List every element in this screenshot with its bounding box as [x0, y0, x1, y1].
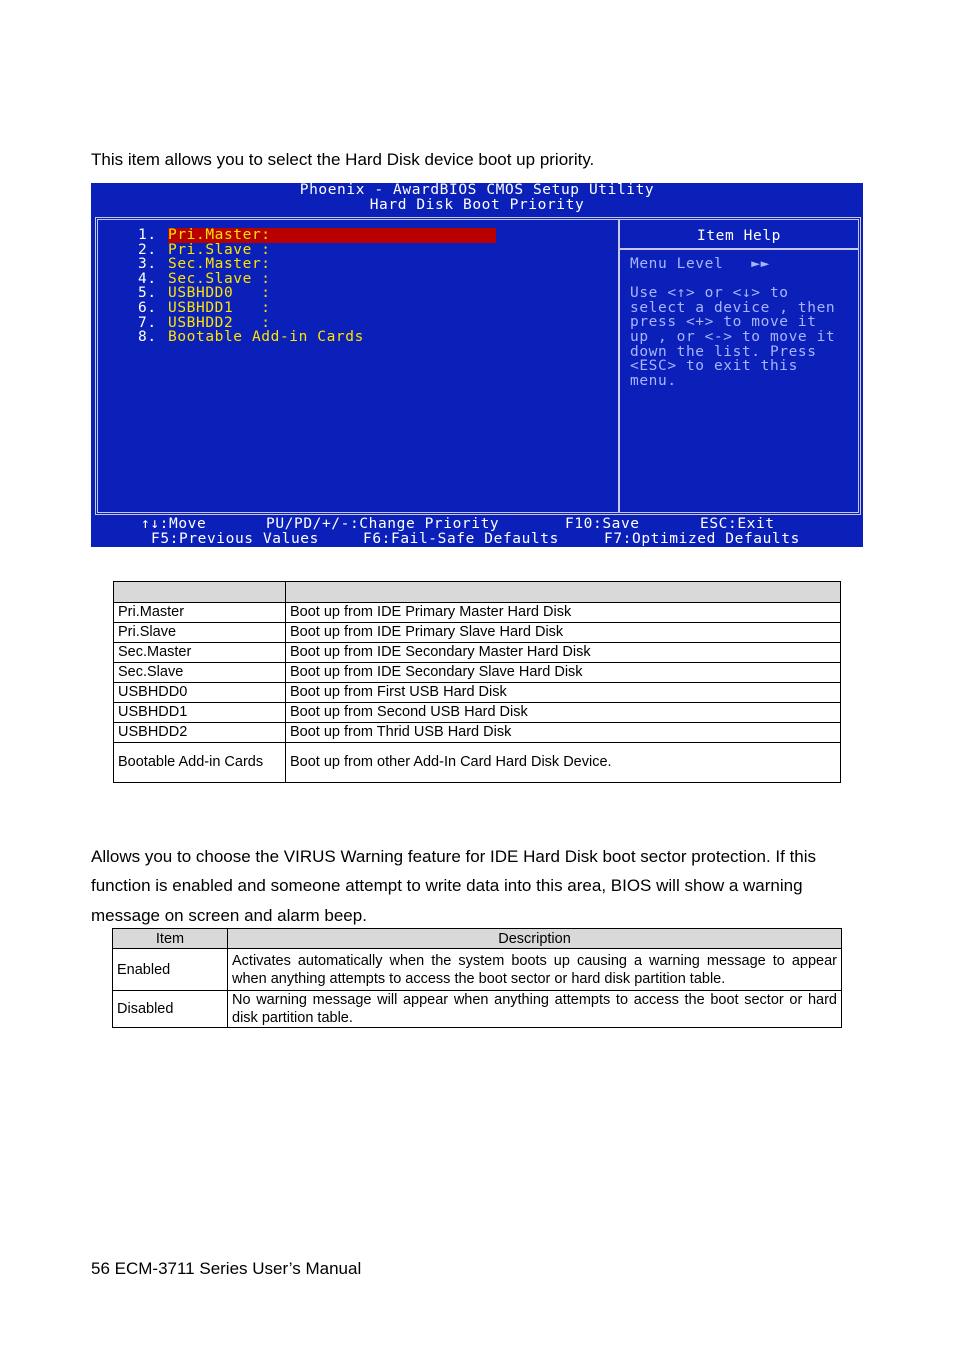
table-header	[114, 582, 841, 603]
bios-panel	[95, 217, 861, 515]
item-help-title: Item Help	[697, 228, 781, 244]
boot-priority-list	[138, 228, 496, 345]
boot-item-3[interactable]: 3. Sec.Master:	[138, 256, 271, 273]
key-exit: ESC:Exit	[700, 516, 775, 532]
boot-item-1[interactable]: 1. Pri.Master:	[138, 228, 496, 243]
table-row: Sec.Master Boot up from IDE Secondary Master Hard Disk	[114, 643, 841, 663]
boot-item-6[interactable]: 6. USBHDD1 :	[138, 299, 271, 316]
boot-item-7[interactable]: 7. USBHDD2 :	[138, 314, 271, 331]
boot-item-4[interactable]: 4. Sec.Slave :	[138, 270, 271, 287]
key-move: ↑↓:Move	[141, 516, 207, 532]
item-help-text: Menu Level ►► Use <↑> or <↓> to select a device , then press <+> to move it up , or <-> to move it down the list. Press <ESC> to exit this menu.	[630, 256, 836, 389]
table-row: Sec.Slave Boot up from IDE Secondary Slave Hard Disk	[114, 663, 841, 683]
col-description: Description	[228, 929, 842, 949]
virus-warning-table	[112, 928, 842, 1028]
col-item: Item	[113, 929, 228, 949]
bios-subtitle: Hard Disk Boot Priority	[369, 197, 585, 213]
boot-item-2[interactable]: 2. Pri.Slave :	[138, 241, 271, 258]
table-header	[113, 929, 842, 949]
bios-screenshot	[91, 183, 863, 547]
key-save: F10:Save	[565, 516, 640, 532]
virus-warning-description: Allows you to choose the VIRUS Warning feature for IDE Hard Disk boot sector protection. If this function is enabled and someone attempt to write data into this area, BIOS will show a warning message on screen and alarm beep.	[91, 847, 817, 925]
key-fail-safe: F6:Fail-Safe Defaults	[363, 531, 559, 547]
table-row: Pri.Master Boot up from IDE Primary Master Hard Disk	[114, 603, 841, 623]
key-previous-values: F5:Previous Values	[151, 531, 319, 547]
table-row: USBHDD2 Boot up from Thrid USB Hard Disk	[114, 723, 841, 743]
table-row: Disabled No warning message will appear when anything attempts to access the boot sector or hard disk partition table.	[113, 991, 842, 1028]
page-footer: 56 ECM-3711 Series User’s Manual	[91, 1259, 362, 1278]
boot-item-8[interactable]: 8. Bootable Add-in Cards	[138, 329, 364, 346]
boot-priority-table	[113, 581, 841, 783]
intro-text: This item allows you to select the Hard Disk device boot up priority.	[91, 150, 595, 169]
help-title-separator	[620, 248, 858, 250]
table-row: USBHDD1 Boot up from Second USB Hard Disk	[114, 703, 841, 723]
key-change-priority: PU/PD/+/-:Change Priority	[266, 516, 500, 532]
panel-divider	[618, 220, 620, 512]
bios-title: Phoenix - AwardBIOS CMOS Setup Utility	[299, 183, 655, 198]
boot-item-5[interactable]: 5. USBHDD0 :	[138, 285, 271, 302]
table-row: Bootable Add-in Cards Boot up from other Add-In Card Hard Disk Device.	[114, 743, 841, 783]
table-row: Enabled Activates automatically when the system boots up causing a warning message to appear when anything attempts to access the boot sector or hard disk partition table.	[113, 949, 842, 991]
table-row: Pri.Slave Boot up from IDE Primary Slave Hard Disk	[114, 623, 841, 643]
table-row: USBHDD0 Boot up from First USB Hard Disk	[114, 683, 841, 703]
key-optimized: F7:Optimized Defaults	[604, 531, 800, 547]
